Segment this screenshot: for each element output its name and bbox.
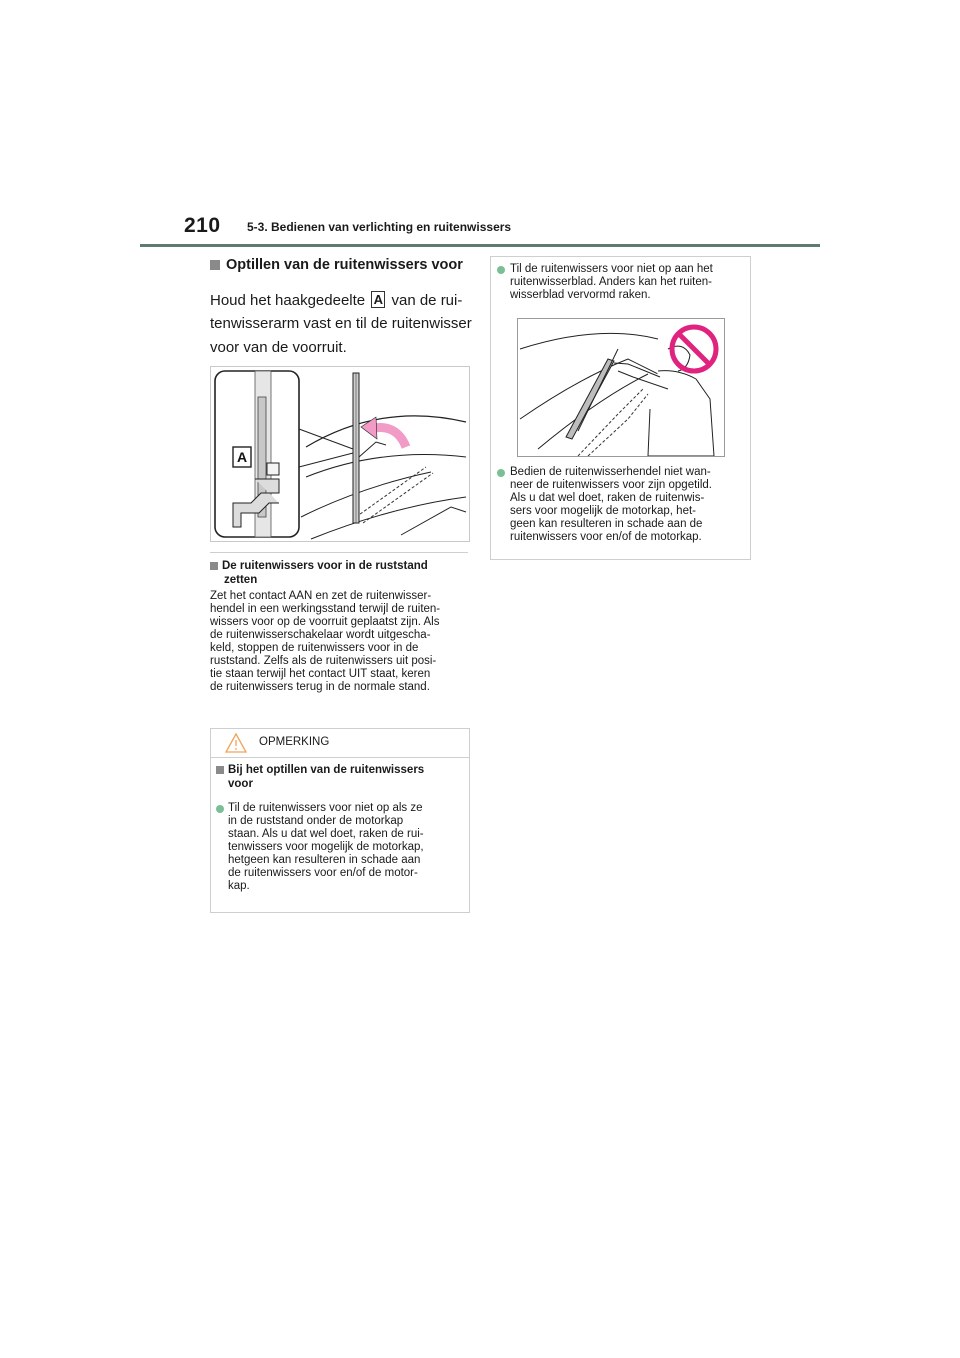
notice-title: OPMERKING [259,736,330,748]
paragraph-line: keld, stoppen de ruitenwissers voor in de [210,642,419,654]
bullet-line: staan. Als u dat wel doet, raken de rui- [228,828,424,840]
paragraph-line: de ruitenwissers terug in de normale stand. [210,681,430,693]
bullet-line: sers voor mogelijk de motorkap, het- [510,505,696,517]
paragraph-line: wissers voor op de voorruit geplaatst zijn. Als [210,616,440,628]
subsection-title-line1: De ruitenwissers voor in de ruststand [222,560,428,572]
header-rule [140,244,820,247]
bullet-line: geen kan resulteren in schade aan de [510,518,703,530]
prohibited-lifting-illustration [517,318,725,457]
bullet-line: ruitenwisserblad. Anders kan het ruiten- [510,276,712,288]
bullet-icon [497,266,505,274]
paragraph-line: hendel in een werkingsstand terwijl de ruiten- [210,603,441,615]
bullet-line: tenwissers voor mogelijk de motorkap, [228,841,424,853]
paragraph-line: de ruitenwisserschakelaar wordt uitgescha- [210,629,431,641]
intro-line-3: voor van de voorruit. [210,339,347,356]
paragraph-line: tie staan terwijl het contact UIT staat, keren [210,668,431,680]
section-square-icon [210,260,220,270]
notice-heading [216,764,424,776]
running-header: 5-3. Bedienen van verlichting en ruitenwissers [247,220,512,234]
notice-square-icon [216,766,224,774]
subsection-rule [210,552,468,553]
bullet-line: hetgeen kan resulteren in schade aan [228,854,421,866]
bullet-icon [216,805,224,813]
bullet-line: ruitenwissers voor en/of de motorkap. [510,531,702,543]
notice-heading-line1: Bij het optillen van de ruitenwissers [228,764,425,776]
section-title-text: Optillen van de ruitenwissers voor [226,257,463,273]
paragraph-line: Zet het contact AAN en zet de ruitenwisser- [210,590,432,602]
bullet-line: neer de ruitenwissers voor zijn opgetild. [510,479,712,491]
paragraph-line: ruststand. Zelfs als de ruitenwissers uit posi- [210,655,437,667]
notice-heading-line2: voor [228,778,253,790]
notice-rule [210,757,469,758]
bullet-line: wisserblad vervormd raken. [510,289,651,301]
bullet-line: Bedien de ruitenwisserhendel niet wan- [510,466,711,478]
subsection-square-icon [210,562,218,570]
intro-line-1 [210,291,462,310]
intro-line-2: tenwisserarm vast en til de ruitenwisser [210,315,472,332]
bullet-line: in de ruststand onder de motorkap [228,815,404,827]
wiper-hook-illustration [210,366,470,542]
bullet-line: Til de ruitenwissers voor niet op aan het [510,263,713,275]
bullet-line: Als u dat wel doet, raken de ruitenwis- [510,492,705,504]
warning-triangle-icon [224,732,248,754]
subsection-title-line2: zetten [224,574,258,586]
intro-text-1b: van de rui- [391,292,463,309]
bullet-icon [497,469,505,477]
subsection-title [210,560,428,573]
figure-label-a: A [236,449,248,465]
wiper-hook-drawing [211,367,469,541]
bullet-line: Til de ruitenwissers voor niet op als ze [228,802,423,814]
intro-text-1a: Houd het haakgedeelte [210,292,366,309]
page-number: 210 [184,214,221,237]
section-title [210,257,463,273]
bullet-line: de ruitenwissers voor en/of de motor- [228,867,418,879]
bullet-line: kap. [228,880,250,892]
prohibited-lifting-drawing [518,319,724,456]
callout-label-a: A [371,291,385,308]
